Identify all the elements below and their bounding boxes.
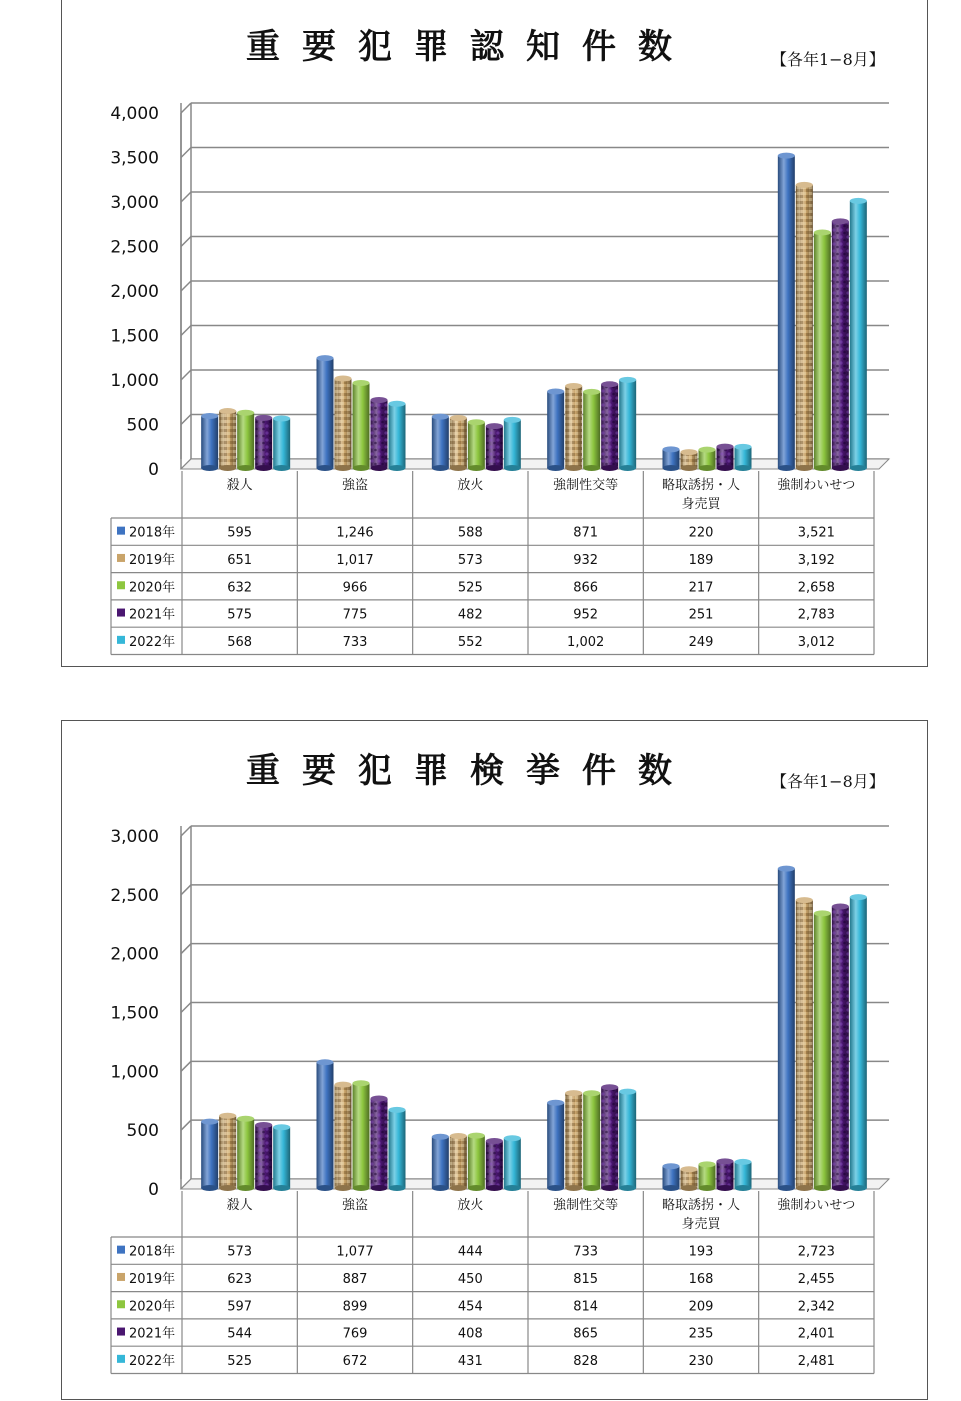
legend-key: [117, 1273, 125, 1281]
legend-label: 2019年: [129, 1271, 176, 1287]
chart-panel-cleared: [61, 720, 928, 1400]
bar: [699, 447, 716, 471]
bar: [353, 1080, 370, 1191]
bar: [699, 1161, 716, 1191]
table-cell: 733: [342, 634, 368, 650]
y-tick-label: 2,500: [110, 885, 159, 906]
chart-title: 重要犯罪認知件数: [246, 27, 694, 67]
bar: [237, 410, 254, 471]
legend-key: [117, 1246, 125, 1254]
table-cell: 2,783: [797, 607, 835, 623]
legend-label: 2020年: [129, 580, 176, 596]
bar: [255, 415, 272, 471]
table-cell: 623: [227, 1271, 253, 1287]
legend-key: [117, 581, 125, 589]
category-label: 身売買: [681, 1217, 721, 1232]
bar: [601, 381, 618, 471]
legend-label: 2022年: [129, 1353, 176, 1369]
y-tick-label: 3,500: [110, 148, 159, 169]
table-cell: 249: [688, 634, 714, 650]
bar: [371, 1096, 388, 1191]
category-label: 殺人: [226, 478, 253, 493]
bar: [468, 419, 485, 471]
legend-key: [117, 554, 125, 562]
table-cell: 899: [342, 1299, 368, 1315]
category-label: 強制性交等: [553, 1198, 619, 1213]
bar: [681, 449, 698, 471]
chart-title: 重要犯罪検挙件数: [246, 751, 694, 791]
bar: [681, 1166, 698, 1191]
chart-subtitle: 【各年1−8月】: [771, 50, 885, 69]
table-cell: 595: [227, 525, 253, 541]
bar: [735, 444, 752, 471]
category-label: 略取誘拐・人: [661, 1198, 741, 1213]
bar: [389, 401, 406, 471]
bar: [219, 408, 236, 471]
table-cell: 2,658: [797, 580, 835, 596]
y-tick-label: 1,000: [110, 1062, 159, 1083]
table-cell: 2,455: [797, 1271, 835, 1287]
y-tick-label: 0: [148, 1180, 159, 1200]
bar: [583, 1090, 600, 1191]
table-cell: 769: [342, 1326, 368, 1342]
category-label: 強制性交等: [553, 478, 619, 493]
table-cell: 1,002: [567, 634, 605, 650]
table-cell: 828: [573, 1353, 599, 1369]
table-cell: 575: [227, 607, 253, 623]
data-table: [111, 1191, 874, 1374]
bar: [796, 182, 813, 471]
bar: [273, 1124, 290, 1191]
bar: [273, 415, 290, 471]
table-cell: 651: [227, 552, 253, 568]
legend-label: 2021年: [129, 607, 176, 623]
table-cell: 733: [573, 1244, 599, 1260]
legend-key: [117, 1328, 125, 1336]
legend-label: 2018年: [129, 1244, 176, 1260]
chart-subtitle: 【各年1−8月】: [771, 772, 885, 791]
bar: [663, 1163, 680, 1191]
table-cell: 632: [227, 580, 253, 596]
table-cell: 3,521: [797, 525, 835, 541]
table-cell: 866: [573, 580, 599, 596]
bar: [255, 1122, 272, 1191]
bar: [778, 153, 795, 471]
category-label: 略取誘拐・人: [661, 478, 741, 493]
bar: [317, 1059, 334, 1191]
table-cell: 814: [573, 1299, 599, 1315]
table-cell: 444: [457, 1244, 483, 1260]
bar: [219, 1113, 236, 1191]
bar: [832, 218, 849, 471]
bar: [663, 446, 680, 471]
table-cell: 3,012: [797, 634, 835, 650]
category-label: 強制わいせつ: [777, 478, 856, 493]
bar: [547, 388, 564, 471]
y-tick-label: 1,000: [110, 371, 159, 391]
table-cell: 2,481: [797, 1353, 835, 1369]
table-cell: 815: [573, 1271, 599, 1287]
table-cell: 220: [688, 525, 714, 541]
bar: [583, 389, 600, 471]
bar: [717, 1158, 734, 1191]
table-cell: 775: [342, 607, 368, 623]
table-cell: 568: [227, 634, 253, 650]
y-tick-label: 0: [148, 460, 159, 480]
bar: [237, 1116, 254, 1191]
bar: [486, 423, 503, 471]
category-label: 放火: [457, 1198, 484, 1213]
y-tick-label: 500: [126, 1121, 159, 1142]
bar: [335, 375, 352, 471]
legend-label: 2021年: [129, 1326, 176, 1342]
table-cell: 597: [227, 1299, 253, 1315]
table-cell: 217: [688, 580, 714, 596]
y-tick-label: 3,000: [110, 827, 159, 847]
bar: [201, 1119, 218, 1191]
table-cell: 573: [457, 552, 483, 568]
bar-chart-recognized: [62, 0, 929, 668]
y-tick-label: 500: [126, 415, 159, 436]
table-cell: 871: [573, 525, 599, 541]
table-cell: 408: [457, 1326, 483, 1342]
table-cell: 230: [688, 1353, 714, 1369]
bar: [735, 1159, 752, 1191]
category-label: 強制わいせつ: [777, 1198, 856, 1213]
bar: [201, 413, 218, 471]
table-cell: 209: [688, 1299, 714, 1315]
table-cell: 932: [573, 552, 599, 568]
table-cell: 454: [457, 1299, 483, 1315]
y-tick-label: 2,000: [110, 944, 159, 965]
bar: [619, 1089, 636, 1191]
bar: [814, 910, 831, 1191]
bar: [717, 444, 734, 471]
bar: [335, 1082, 352, 1191]
legend-label: 2022年: [129, 634, 176, 650]
legend-key: [117, 1355, 125, 1363]
category-label: 身売買: [681, 497, 721, 512]
bar-chart-cleared: [62, 721, 929, 1401]
legend-label: 2019年: [129, 552, 176, 568]
bar: [450, 415, 467, 471]
table-cell: 251: [688, 607, 714, 623]
bar: [565, 1090, 582, 1191]
table-cell: 573: [227, 1244, 253, 1260]
y-tick-label: 4,000: [110, 104, 159, 124]
y-tick-label: 1,500: [110, 1003, 159, 1024]
table-cell: 1,017: [336, 552, 374, 568]
bar: [796, 897, 813, 1191]
bar: [353, 380, 370, 471]
bar: [317, 355, 334, 471]
bar: [778, 866, 795, 1191]
bar: [814, 229, 831, 471]
table-cell: 2,723: [797, 1244, 835, 1260]
y-tick-label: 2,000: [110, 282, 159, 302]
legend-key: [117, 636, 125, 644]
chart-panel-recognized: [61, 0, 928, 667]
bar: [547, 1100, 564, 1191]
category-label: 放火: [457, 478, 484, 493]
bar: [504, 417, 521, 471]
legend-key: [117, 1300, 125, 1308]
table-cell: 525: [457, 580, 483, 596]
category-label: 強盗: [341, 1198, 369, 1213]
table-cell: 189: [688, 552, 714, 568]
table-cell: 168: [688, 1271, 714, 1287]
table-cell: 952: [573, 607, 599, 623]
legend-label: 2018年: [129, 525, 176, 541]
table-cell: 552: [457, 634, 483, 650]
category-label: 殺人: [226, 1198, 253, 1213]
y-tick-label: 3,000: [110, 193, 159, 213]
legend-key: [117, 527, 125, 535]
table-cell: 431: [457, 1353, 483, 1369]
table-cell: 482: [457, 607, 483, 623]
table-cell: 672: [342, 1353, 368, 1369]
table-cell: 235: [688, 1326, 714, 1342]
bar: [850, 198, 867, 471]
bar: [601, 1084, 618, 1191]
y-tick-label: 1,500: [110, 326, 159, 347]
data-table: [111, 471, 874, 655]
bar: [389, 1107, 406, 1191]
bar: [432, 1134, 449, 1191]
bar: [371, 397, 388, 471]
bar: [486, 1138, 503, 1191]
table-cell: 1,246: [336, 525, 374, 541]
legend-key: [117, 609, 125, 617]
table-cell: 1,077: [336, 1244, 374, 1260]
bar: [832, 903, 849, 1191]
bar: [450, 1133, 467, 1191]
bar: [468, 1133, 485, 1191]
table-cell: 3,192: [797, 552, 835, 568]
series-2018年: [201, 153, 795, 471]
table-cell: 865: [573, 1326, 599, 1342]
bar: [504, 1135, 521, 1191]
table-cell: 525: [227, 1353, 253, 1369]
table-cell: 588: [457, 525, 483, 541]
table-cell: 193: [688, 1244, 714, 1260]
bar: [432, 414, 449, 471]
category-label: 強盗: [341, 478, 369, 493]
table-cell: 966: [342, 580, 368, 596]
table-cell: 2,401: [797, 1326, 835, 1342]
table-cell: 2,342: [797, 1299, 835, 1315]
table-cell: 887: [342, 1271, 368, 1287]
table-cell: 450: [457, 1271, 483, 1287]
y-tick-label: 2,500: [110, 237, 159, 258]
bar: [619, 377, 636, 471]
bar: [565, 383, 582, 471]
table-cell: 544: [227, 1326, 253, 1342]
legend-label: 2020年: [129, 1299, 176, 1315]
bar: [850, 894, 867, 1191]
